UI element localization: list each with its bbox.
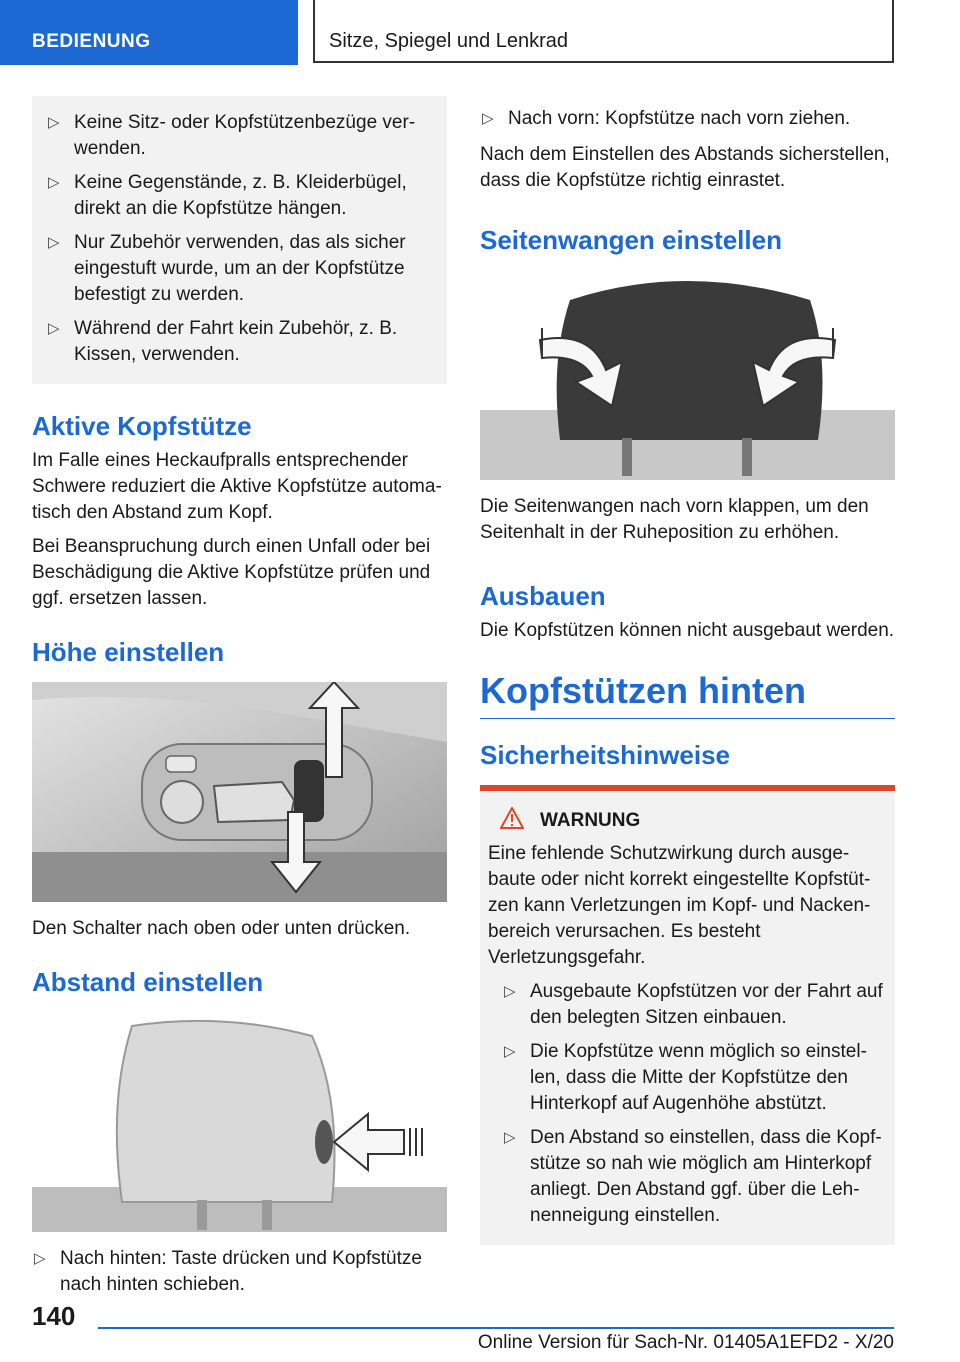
list-item-text: Nur Zubehör verwenden, das als sicher eingestuft wurde, um an der Kopfstütze befestigt zu werden. bbox=[74, 232, 406, 305]
triangle-bullet-icon: ▷ bbox=[504, 1129, 516, 1146]
list-item-text: Nach vorn: Kopfstütze nach vorn ziehen. bbox=[508, 108, 851, 129]
distance-note: Nach dem Einstellen des Abstands sicherstellen, dass die Kopfstütze richtig einrastet. bbox=[480, 144, 890, 191]
right-column bbox=[480, 96, 895, 1245]
seat-switch-image bbox=[32, 682, 447, 902]
triangle-bullet-icon: ▷ bbox=[48, 320, 60, 337]
list-item-text: Den Abstand so einstellen, dass die Kopfstütze so nah wie möglich am Hinterkopf anliegt. Den Abstand ggf. über die Lehnenneigung einstellen. bbox=[530, 1127, 882, 1226]
side-wings-image bbox=[480, 270, 895, 480]
warning-bullet-list bbox=[502, 979, 885, 1229]
side-wings-heading: Seitenwangen einstellen bbox=[480, 225, 782, 255]
list-item bbox=[32, 1246, 447, 1298]
chapter-title: Sitze, Spiegel und Lenkrad bbox=[313, 0, 894, 63]
warning-label: WARNUNG bbox=[540, 810, 641, 831]
page-number: 140 bbox=[32, 1301, 76, 1331]
side-wings-instruction: Die Seitenwangen nach vorn klappen, um den Seitenhalt in der Ruheposition zu erhöhen. bbox=[480, 496, 869, 543]
footer-version: Online Version für Sach-Nr. 01405A1EFD2 - X/20 bbox=[477, 1332, 894, 1353]
list-item bbox=[46, 316, 433, 368]
triangle-bullet-icon: ▷ bbox=[48, 174, 60, 191]
removal-heading: Ausbauen bbox=[480, 581, 606, 611]
list-item bbox=[46, 170, 433, 222]
footer-divider bbox=[98, 1327, 894, 1329]
list-item-text: Nach hinten: Taste drücken und Kopfstütze nach hinten schieben. bbox=[60, 1248, 422, 1295]
distance-heading: Abstand einstellen bbox=[32, 967, 264, 997]
triangle-bullet-icon: ▷ bbox=[48, 114, 60, 131]
warning-box bbox=[480, 785, 895, 1245]
warning-header bbox=[488, 807, 885, 837]
list-item bbox=[46, 230, 433, 308]
triangle-bullet-icon: ▷ bbox=[504, 1043, 516, 1060]
distance-bullet-list bbox=[32, 1246, 447, 1298]
list-item bbox=[502, 979, 885, 1031]
list-item-text: Während der Fahrt kein Zubehör, z. B. Kissen, verwenden. bbox=[74, 318, 398, 365]
headrest-distance-image bbox=[32, 1012, 447, 1232]
safety-notes-heading: Sicherheitshinweise bbox=[480, 740, 730, 770]
list-item-text: Keine Sitz- oder Kopfstützenbezüge verwenden. bbox=[74, 112, 416, 159]
section-tab: BEDIENUNG bbox=[0, 0, 298, 65]
active-headrest-heading: Aktive Kopfstütze bbox=[32, 411, 252, 441]
safety-bullet-box bbox=[32, 96, 447, 384]
removal-text: Die Kopfstützen können nicht ausgebaut werden. bbox=[480, 620, 895, 641]
triangle-bullet-icon: ▷ bbox=[482, 110, 494, 127]
active-headrest-para-1: Im Falle eines Heckaufpralls entsprechender Schwere reduziert die Aktive Kopfstütze automatisch den Abstand zum Kopf. bbox=[32, 450, 442, 523]
height-instruction: Den Schalter nach oben oder unten drücken. bbox=[32, 918, 411, 939]
list-item bbox=[46, 110, 433, 162]
active-headrest-para-2: Bei Beanspruchung durch einen Unfall oder bei Beschädigung die Aktive Kopfstütze prüfen und ggf. ersetzen lassen. bbox=[32, 536, 431, 609]
list-item-text: Die Kopfstütze wenn möglich so einstellen, dass die Mitte der Kopfstütze den Hinterkopf auf Augenhöhe abstützt. bbox=[530, 1041, 867, 1114]
list-item bbox=[480, 106, 895, 132]
triangle-bullet-icon: ▷ bbox=[504, 983, 516, 1000]
list-item-text: Keine Gegenstände, z. B. Kleiderbügel, direkt an die Kopfstütze hängen. bbox=[74, 172, 407, 219]
warning-text: Eine fehlende Schutzwirkung durch ausgebaute oder nicht korrekt eingestellte Kopfstützen kann Verletzungen im Kopf- und Nackenbereich verursachen. Es besteht Verletzungsgefahr. bbox=[488, 843, 871, 968]
list-item bbox=[502, 1039, 885, 1117]
warning-triangle-icon bbox=[500, 807, 524, 837]
list-item-text: Ausgebaute Kopfstützen vor der Fahrt auf den belegten Sitzen einbauen. bbox=[530, 981, 883, 1028]
safety-bullet-list bbox=[46, 110, 433, 368]
triangle-bullet-icon: ▷ bbox=[34, 1250, 46, 1267]
list-item bbox=[502, 1125, 885, 1229]
triangle-bullet-icon: ▷ bbox=[48, 234, 60, 251]
rear-headrests-heading: Kopfstützen hinten bbox=[480, 670, 895, 719]
height-heading: Höhe einstellen bbox=[32, 637, 225, 667]
distance-forward-list bbox=[480, 106, 895, 132]
left-column bbox=[32, 96, 447, 1298]
